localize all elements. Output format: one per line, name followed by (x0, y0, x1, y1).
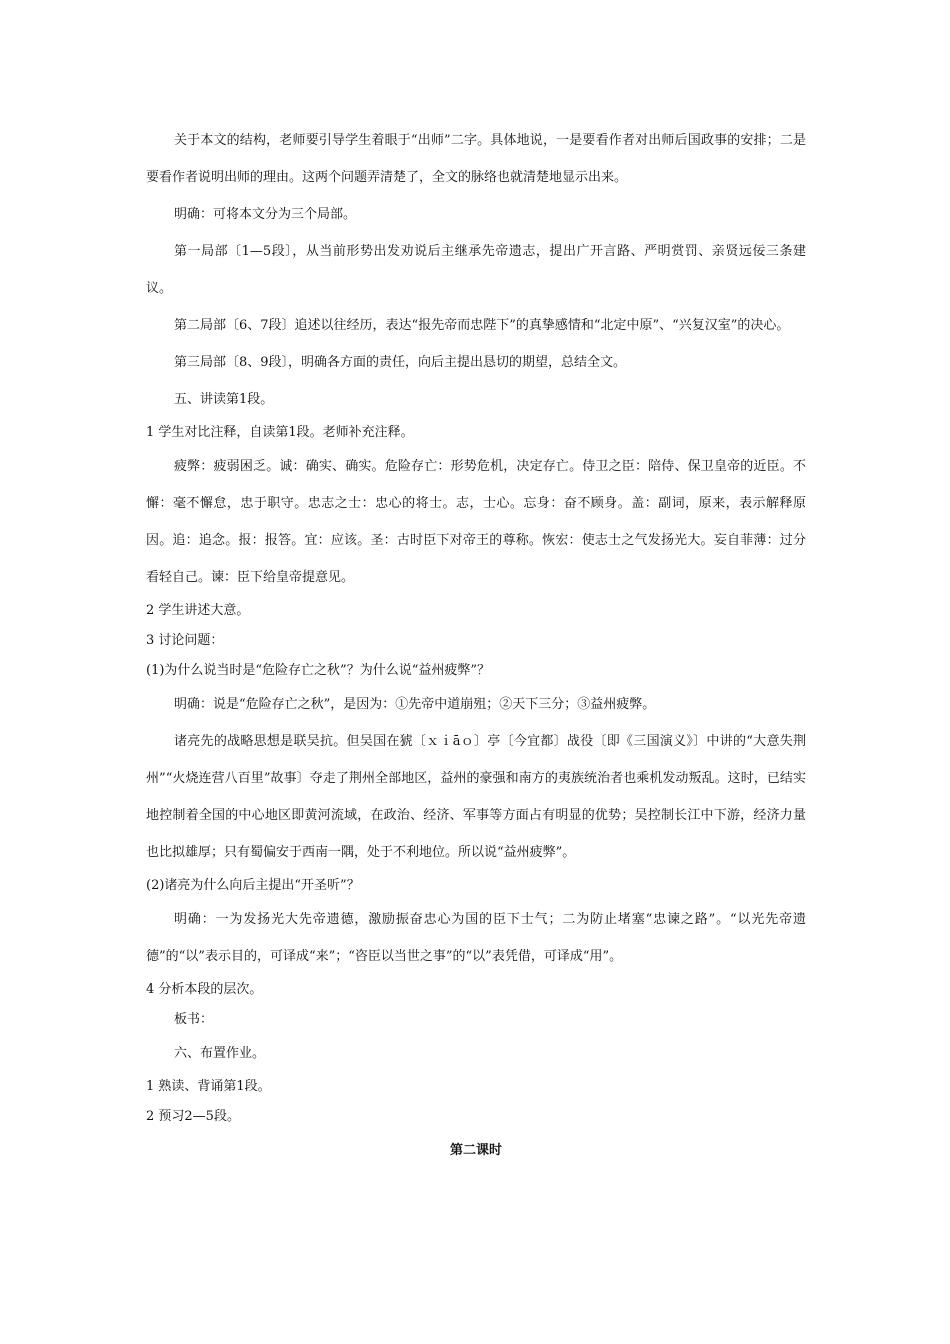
answer-2: 明确：一为发扬光大先帝遗德，激励振奋忠心为国的臣下士气；二为防止堵塞“忠谏之路”。“以光先帝遗德”的“以”表示目的，可译成“来”；“咨臣以当世之事”的“以”表凭借，可译成“用”。 (146, 912, 806, 964)
list-item-2: 2 学生讲述大意。 (146, 603, 250, 618)
paragraph-answer-three-parts: 明确：可将本文分为三个局部。 (174, 207, 357, 222)
board-notes-label: 板书： (174, 1012, 214, 1027)
paragraph-part-three: 第三局部〔8、9段〕，明确各方面的责任，向后主提出恳切的期望，总结全文。 (174, 355, 627, 370)
section-heading-second-lesson: 第二课时 (449, 1143, 502, 1158)
list-item-3: 3 讨论问题： (146, 633, 224, 648)
answer-1: 明确：说是“危险存亡之秋”，是因为：①先帝中道崩殂；②天下三分；③益州疲弊。 (174, 697, 656, 712)
paragraph-strategy: 诸亮先的战略思想是联吴抗。但吴国在猇〔ｘｉāｏ〕亭〔今宜都〕战役〔即《三国演义》〕中讲的“大意失荆州”“火烧连营八百里”故事〕夺走了荆州全部地区，益州的豪强和南方的夷族统治者也乘机发动叛乱。这时，已结实地控制着全国的中心地区即黄河流域，在政治、经济、军事等方面占有明显的优势；吴控制长江中下游，经济力量也比拟雄厚；只有蜀偏安于西南一隅，处于不利地位。所以说“益州疲弊”。 (146, 734, 806, 860)
paragraph-structure-intro: 关于本文的结构，老师要引导学生着眼于“出师”二字。具体地说，一是要看作者对出师后国政事的安排；二是要看作者说明出师的理由。这两个问题弄清楚了，全文的脉络也就清楚地显示出来。 (146, 133, 806, 185)
list-item-4: 4 分析本段的层次。 (146, 982, 263, 997)
question-1: (1)为什么说当时是“危险存亡之秋”？为什么说“益州疲弊”？ (146, 663, 490, 678)
list-item-1: 1 学生对比注释，自读第1段。老师补充注释。 (146, 425, 414, 440)
section-heading-six: 六、布置作业。 (174, 1046, 266, 1061)
document-body (146, 122, 806, 1166)
question-2: (2)诸亮为什么向后主提出“开圣听”？ (146, 878, 360, 893)
paragraph-part-one: 第一局部〔1—5段〕，从当前形势出发劝说后主继承先帝遗志，提出广开言路、严明赏罚、亲贤远佞三条建议。 (146, 244, 806, 296)
section-heading-five: 五、讲读第1段。 (174, 392, 274, 407)
homework-item-1: 1 熟读、背诵第1段。 (146, 1079, 271, 1094)
homework-item-2: 2 预习2—5段。 (146, 1109, 240, 1124)
paragraph-part-two: 第二局部〔6、7段〕追述以往经历，表达“报先帝而忠陛下”的真挚感情和“北定中原”、“兴复汉室”的决心。 (174, 318, 790, 333)
paragraph-annotations: 疲弊：疲弱困乏。诚：确实、确实。危险存亡：形势危机，决定存亡。侍卫之臣：陪侍、保卫皇帝的近臣。不懈：毫不懈怠，忠于职守。忠志之士：忠心的将士。志，士心。忘身：奋不顾身。盖：副词，原来，表示解释原因。追：追念。报：报答。宜：应该。圣：古时臣下对帝王的尊称。恢宏：使志士之气发扬光大。妄自菲薄：过分看轻自己。谏：臣下给皇帝提意见。 (146, 459, 806, 585)
